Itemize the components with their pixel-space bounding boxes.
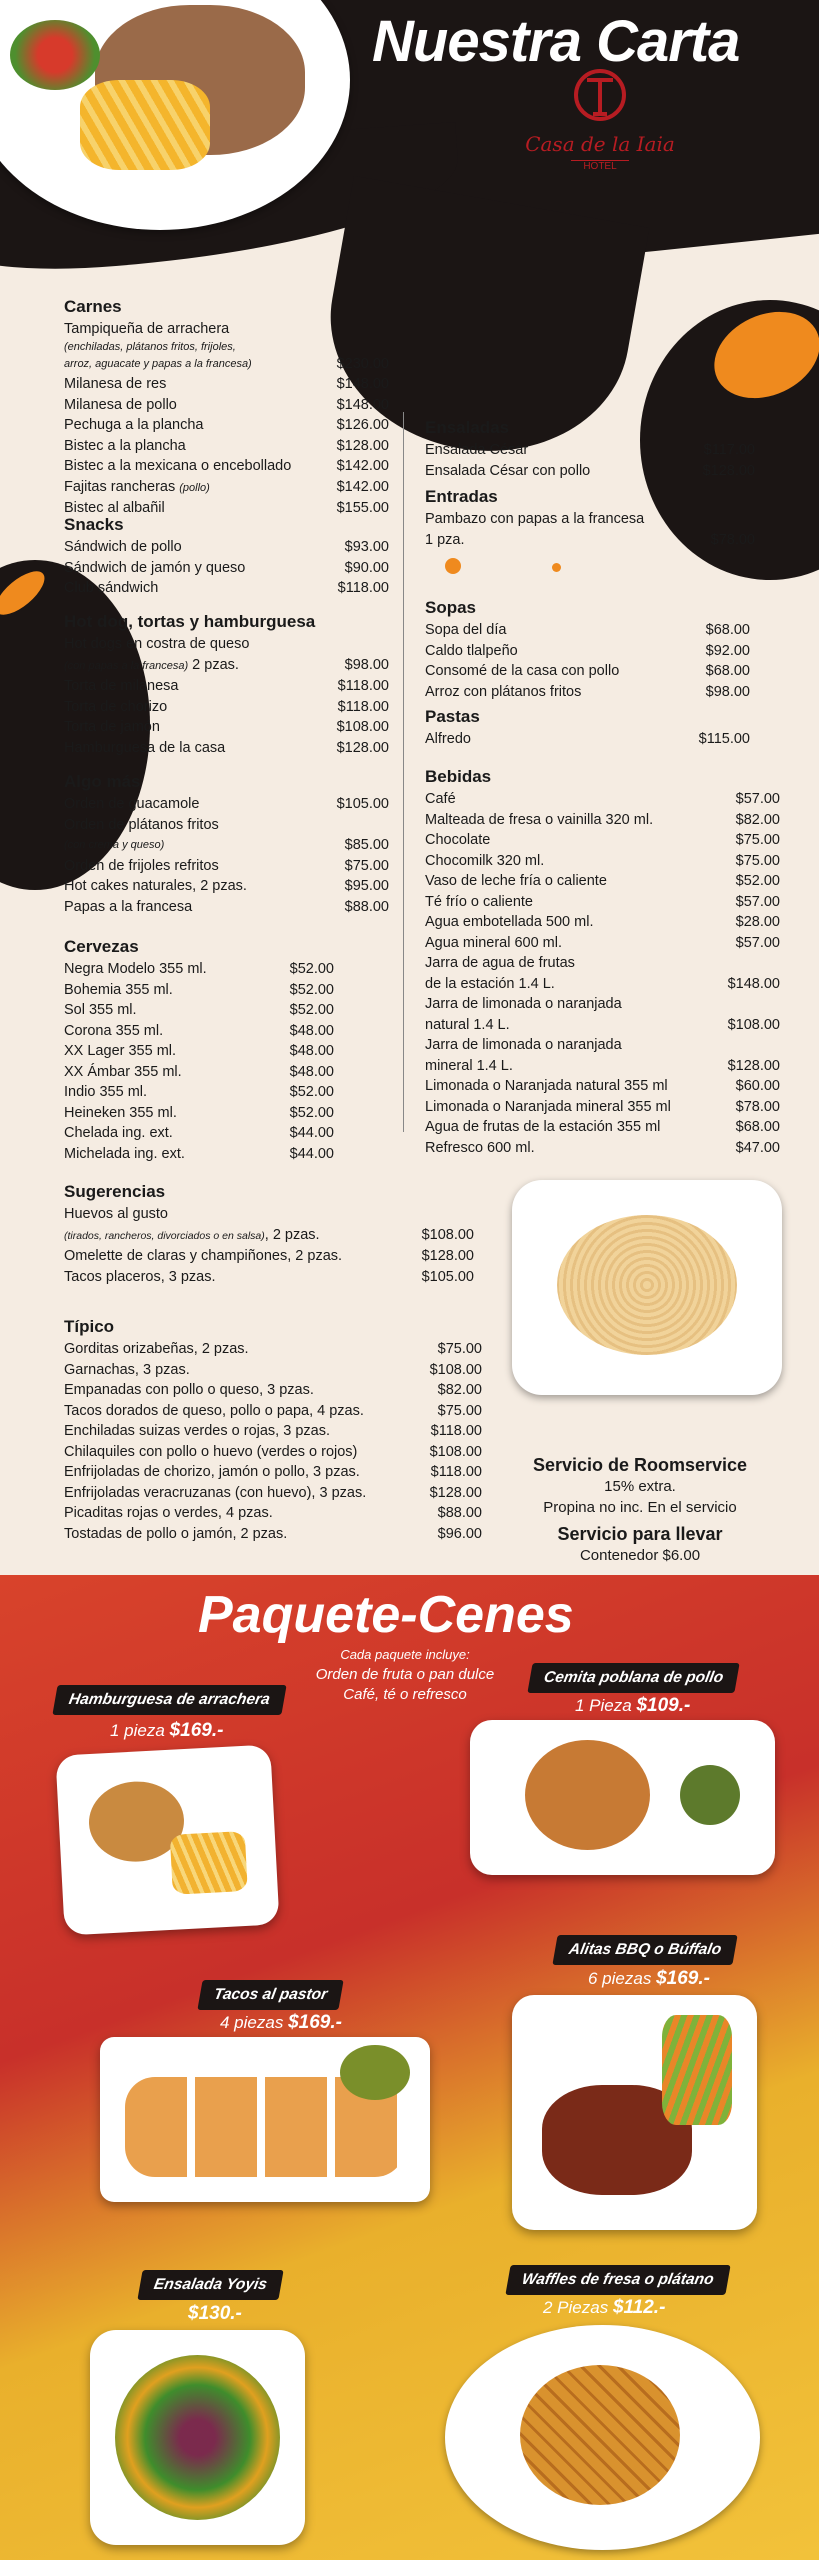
item-name: Orden de frijoles refritos [64,857,219,874]
menu-item [425,851,780,872]
menu-item [64,374,389,395]
section-algo-mas [64,772,389,917]
item-price: $98.00 [344,656,389,673]
item-name: Ensalada César [425,442,529,458]
section-hotdog [64,612,389,758]
item-price: $75.00 [735,832,780,848]
package-label: Hamburguesa de arrachera [52,1685,286,1715]
item-name: Enfrijoladas de chorizo, jamón o pollo, 3 pzas. [64,1464,360,1480]
item-price: $230.00 [336,355,389,372]
section-heading: Cervezas [64,937,139,956]
item-name: Chocomilk 320 ml. [425,852,545,869]
item-price: $48.00 [289,1043,334,1059]
item-name: Pechuga a la plancha [64,417,204,433]
item-price: $44.00 [289,1125,334,1141]
section-heading: Ensaladas [425,418,510,437]
section-carnes [64,297,389,519]
fries [80,80,210,170]
item-name: Vaso de leche fría o caliente [425,873,607,889]
item-price: $57.00 [735,893,780,910]
item-name: Sándwich de jamón y queso [64,559,246,576]
menu-item [425,953,780,974]
roomservice-heading: Servicio de Roomservice [532,1455,748,1475]
cemita-photo [470,1720,775,1875]
item-price: $108.00 [429,1443,482,1460]
item-name: Ensalada César con pollo [425,462,591,479]
item-price: $88.00 [344,898,389,915]
item-name: Fajitas rancheras (pollo) [64,478,210,495]
menu-item [425,1076,780,1097]
item-price: $82.00 [735,811,780,828]
section-heading: Carnes [64,297,122,316]
section-heading: Típico [64,1317,115,1336]
waffles-photo [445,2325,760,2550]
menu-item [64,1503,482,1524]
item-price: $95.00 [344,878,389,894]
section-heading: Algo más [64,772,141,791]
package-price: 6 piezas $169.- [588,1968,710,1989]
item-price: $44.00 [289,1145,334,1162]
item-price: $128.00 [727,1057,780,1074]
section-pastas [425,707,750,750]
item-name: Torta de chorizo [64,698,168,715]
paquetes-includes: Cada paquete incluye: Orden de fruta o pan dulce Café, té o refresco [315,1647,495,1703]
roomservice-line2: Propina no inc. En el servicio [543,1499,737,1516]
item-price: $52.00 [289,1002,334,1018]
item-price: $28.00 [735,914,780,930]
item-name: Negra Modelo 355 ml. [64,961,207,977]
menu-item [425,661,750,682]
item-name: Hot cakes naturales, 2 pzas. [64,878,247,894]
item-name: 2 pzas. [192,656,239,673]
item-name: Enchiladas suizas verdes o rojas, 3 pzas. [64,1423,330,1439]
item-name: Hamburguesa de la casa [64,739,226,756]
item-price: $52.00 [289,981,334,998]
menu-item [64,319,389,340]
menu-item [425,620,750,641]
menu-item [64,1062,334,1083]
item-name: Agua embotellada 500 ml. [425,914,594,930]
section-cervezas [64,937,334,1164]
item-name: Heineken 355 ml. [64,1104,177,1121]
item-name: Alfredo [425,731,471,747]
menu-item [425,892,780,913]
item-price: $108.00 [429,1361,482,1378]
menu-item [425,933,780,954]
item-name: Bistec al albañil [64,500,165,516]
item-price: $128.00 [336,437,389,454]
item-price: $98.00 [705,683,750,700]
item-price: $68.00 [705,663,750,679]
item-name: Enfrijoladas veracruzanas (con huevo), 3 pzas. [64,1484,367,1501]
item-name: Torta de milanesa [64,678,179,694]
menu-item [64,876,389,897]
item-price: $108.00 [727,1016,780,1033]
item-name: Gorditas orizabeñas, 2 pzas. [64,1341,249,1357]
item-price: $60.00 [735,1078,780,1094]
item-price: $118.00 [337,698,389,715]
item-name: 1 pza. [425,531,465,548]
package-label: Alitas BBQ o Búffalo [552,1935,737,1965]
item-name: Omelette de claras y champiñones, 2 pzas. [64,1248,343,1264]
menu-item [64,1021,334,1042]
package-price: 1 pieza $169.- [110,1720,224,1741]
item-price: $92.00 [705,642,750,659]
package-price: 4 piezas $169.- [220,2012,342,2033]
section-entradas [425,487,755,550]
item-price: $117.00 [703,442,755,458]
logo-name: Casa de la Iaia [525,132,675,156]
roomservice-line1: 15% extra. [604,1478,676,1495]
paquetes-title: Paquete-Cenes [198,1586,574,1644]
menu-item [425,789,780,810]
menu-item [64,1082,334,1103]
item-name: Orden de plátanos fritos [64,816,219,833]
section-heading: Sopas [425,598,477,617]
spaghetti [557,1215,737,1355]
item-price: $148.00 [727,975,780,992]
item-name: XX Lager 355 ml. [64,1043,177,1059]
item-name: Tostadas de pollo o jamón, 2 pzas. [64,1525,288,1542]
orange-dot [445,558,461,574]
item-name: (con crema y queso) [64,839,165,851]
item-name: Arroz con plátanos fritos [425,683,582,700]
menu-item [64,815,389,836]
item-name: Chelada ing. ext. [64,1125,173,1141]
item-price: $118.00 [430,1464,482,1480]
item-price: $105.00 [336,796,389,812]
menu-item [64,1360,482,1381]
section-sopas [425,598,750,702]
item-price: $88.00 [437,1505,482,1521]
item-name: Huevos al gusto [64,1206,168,1222]
item-name: , 2 pzas. [264,1226,320,1243]
item-price: $82.00 [437,1382,482,1398]
menu-item [64,856,389,877]
menu-item [425,1117,780,1138]
menu-item [64,477,389,499]
roomservice-info [530,1455,750,1566]
item-name: Michelada ing. ext. [64,1145,185,1162]
item-name: Agua mineral 600 ml. [425,934,563,951]
menu-item [425,810,780,831]
menu-item [64,959,334,980]
item-name: Indio 355 ml. [64,1084,148,1100]
item-name: Jarra de limonada o naranjada [425,1037,622,1053]
section-heading: Entradas [425,487,498,506]
menu-item [425,830,780,851]
menu-item [64,1524,482,1545]
item-price: $52.00 [289,1084,334,1100]
ensalada-photo [90,2330,305,2545]
section-heading: Sugerencias [64,1182,166,1201]
menu-item [64,697,389,718]
item-note: (enchiladas, plátanos fritos, frijoles, [64,340,236,353]
item-name: Milanesa de res [64,376,167,392]
pasta-dish-photo [512,1180,782,1395]
item-price: $48.00 [289,1022,334,1039]
package-label: Waffles de fresa o plátano [505,2265,730,2295]
item-name: Tacos dorados de queso, pollo o papa, 4 pzas. [64,1402,364,1419]
item-name: Empanadas con pollo o queso, 3 pzas. [64,1382,314,1398]
item-name: Papas a la francesa [64,898,193,915]
menu-item [64,578,389,599]
menu-item [64,1462,482,1483]
item-name: Consomé de la casa con pollo [425,663,620,679]
item-price: $142.00 [336,478,389,495]
section-heading: Hot dog, tortas y hamburguesa [64,612,316,631]
section-snacks [64,515,389,599]
item-price: $128.00 [702,462,755,479]
paquetes-section [0,1575,819,2560]
menu-item [425,509,755,530]
item-name: Jarra de limonada o naranjada [425,996,622,1012]
item-price: $52.00 [735,873,780,889]
item-name: Té frío o caliente [425,893,533,910]
item-price: $47.00 [735,1139,780,1156]
item-name: Limonada o Naranjada mineral 355 ml [425,1098,671,1115]
item-name: Bohemia 355 ml. [64,981,173,998]
item-price: $105.00 [421,1268,474,1285]
item-price: $85.00 [344,837,389,853]
item-price: $57.00 [735,934,780,951]
section-heading: Pastas [425,707,480,726]
package-price: 1 Pieza $109.- [575,1695,691,1716]
item-name: Caldo tlalpeño [425,642,518,659]
menu-item [64,1123,334,1144]
menu-item [64,1442,482,1463]
menu-item [425,1138,780,1159]
item-price: $148.00 [336,396,389,413]
item-name: Garnachas, 3 pzas. [64,1361,190,1378]
section-bebidas [425,767,780,1158]
menu-item [64,456,389,477]
hotel-logo [505,60,695,185]
package-label: Tacos al pastor [197,1980,343,2010]
menu-item [64,1225,474,1247]
menu-item [64,1421,482,1442]
item-name: Hot dogs en costra de queso [64,636,250,652]
item-price: $108.00 [336,719,389,735]
item-price: $128.00 [336,739,389,756]
menu-item [425,461,755,482]
item-name: Orden de guacamole [64,796,200,812]
menu-item [425,974,780,995]
item-name: natural 1.4 L. [425,1016,510,1033]
item-name: Chilaquiles con pollo o huevo (verdes o rojos) [64,1443,358,1460]
item-name: Milanesa de pollo [64,396,177,413]
item-name: Sándwich de pollo [64,539,182,555]
menu-item [425,440,755,461]
item-name: Tampiqueña de arrachera [64,321,230,337]
menu-item [64,558,389,579]
item-price: $78.00 [710,531,755,548]
item-name: Sopa del día [425,622,507,638]
item-price: $96.00 [437,1525,482,1542]
item-name: de la estación 1.4 L. [425,975,555,992]
menu-item [425,1035,780,1056]
menu-item [425,641,750,662]
item-price: $128.00 [421,1248,474,1264]
menu-item [64,1246,474,1267]
menu-item [425,1097,780,1118]
menu-item [64,655,389,677]
menu-item [64,897,389,918]
menu-item [425,994,780,1015]
item-price: $57.00 [735,791,780,807]
package-label: Cemita poblana de pollo [527,1663,739,1693]
item-price: $52.00 [289,961,334,977]
item-price: $75.00 [735,852,780,869]
item-name: (con papas a la francesa) 2 pzas. [64,656,239,673]
menu-item [64,395,389,416]
section-tipico [64,1317,482,1544]
menu-item [64,1339,482,1360]
item-price: $142.00 [336,458,389,474]
item-price: $155.00 [336,500,389,516]
item-name: Limonada o Naranjada natural 355 ml [425,1078,668,1094]
item-price: $75.00 [437,1402,482,1419]
item-name: Pambazo con papas a la francesa [425,511,645,527]
item-name: Bistec a la plancha [64,437,186,454]
logo-sub: HOTEL [571,160,628,172]
menu-item [64,1144,334,1165]
item-name: XX Ámbar 355 ml. [64,1063,182,1080]
alitas-photo [512,1995,757,2230]
menu-item [64,1103,334,1124]
item-price: $48.00 [289,1063,334,1080]
salad [10,20,100,90]
section-ensaladas [425,418,755,481]
item-name: Fajitas rancheras [64,478,176,495]
item-name: Jarra de agua de frutas [425,955,575,971]
menu-item [64,1041,334,1062]
menu-item [64,537,389,558]
item-name: (tirados, rancheros, divorciados o en salsa), 2 pzas. [64,1226,320,1243]
menu-item [64,794,389,815]
item-price: $93.00 [344,539,389,555]
item-price: $118.00 [337,678,389,694]
item-price: $75.00 [437,1341,482,1357]
item-name: Malteada de fresa o vainilla 320 ml. [425,811,654,828]
item-name: arroz, aguacate y papas a la francesa) [64,357,252,370]
item-name: Picaditas rojas o verdes, 4 pzas. [64,1505,273,1521]
menu-item [64,1204,474,1225]
item-name: Café [425,791,456,807]
item-price: $90.00 [344,559,389,576]
menu-item [64,738,389,759]
menu-item [425,871,780,892]
menu-item [64,717,389,738]
item-price: $148.00 [336,376,389,392]
item-name: mineral 1.4 L. [425,1057,513,1074]
page-title: Nuestra Carta [372,9,740,74]
menu-item [64,1267,474,1288]
item-name: Chocolate [425,832,491,848]
menu-item [64,835,389,856]
item-name: Refresco 600 ml. [425,1139,535,1156]
section-heading: Bebidas [425,767,492,786]
menu-item [64,1380,482,1401]
item-name: Sol 355 ml. [64,1002,137,1018]
orange-dot-small [552,563,561,572]
menu-item [425,530,755,551]
menu-item [64,354,389,375]
item-price: $68.00 [735,1119,780,1135]
item-name: Bistec a la mexicana o encebollado [64,458,292,474]
section-heading: Snacks [64,515,124,534]
menu-item [425,1015,780,1036]
item-name: Club sándwich [64,580,159,596]
item-price: $118.00 [337,580,389,596]
menu-item [64,676,389,697]
item-name: Corona 355 ml. [64,1022,164,1039]
item-price: $126.00 [336,417,389,433]
item-price: $108.00 [421,1226,474,1243]
section-sugerencias [64,1182,474,1287]
package-price: $130.- [188,2303,242,2324]
menu-item [64,436,389,457]
column-divider [403,412,404,1132]
item-price: $128.00 [429,1484,482,1501]
menu-item [64,1401,482,1422]
menu-item [64,634,389,655]
item-price: $68.00 [705,622,750,638]
burger-photo [55,1744,279,1935]
item-name: Agua de frutas de la estación 355 ml [425,1119,661,1135]
package-price: 2 Piezas $112.- [543,2297,666,2318]
menu-item [64,980,334,1001]
llevar-heading: Servicio para llevar [557,1524,723,1544]
item-price: $52.00 [289,1104,334,1121]
item-name: Tacos placeros, 3 pzas. [64,1268,216,1285]
item-name: Torta de jamón [64,719,160,735]
item-price: $75.00 [344,857,389,874]
menu-item [64,1000,334,1021]
tacos-photo [100,2037,430,2202]
menu-item [64,415,389,436]
item-price: $78.00 [735,1098,780,1115]
menu-item [425,729,750,750]
menu-item [64,1483,482,1504]
item-price: $115.00 [698,731,750,747]
item-price: $118.00 [430,1423,482,1439]
menu-item [425,912,780,933]
package-label: Ensalada Yoyis [137,2270,283,2300]
menu-item [425,1056,780,1077]
llevar-line: Contenedor $6.00 [579,1547,701,1564]
menu-item [425,682,750,703]
monogram-icon [565,60,635,130]
